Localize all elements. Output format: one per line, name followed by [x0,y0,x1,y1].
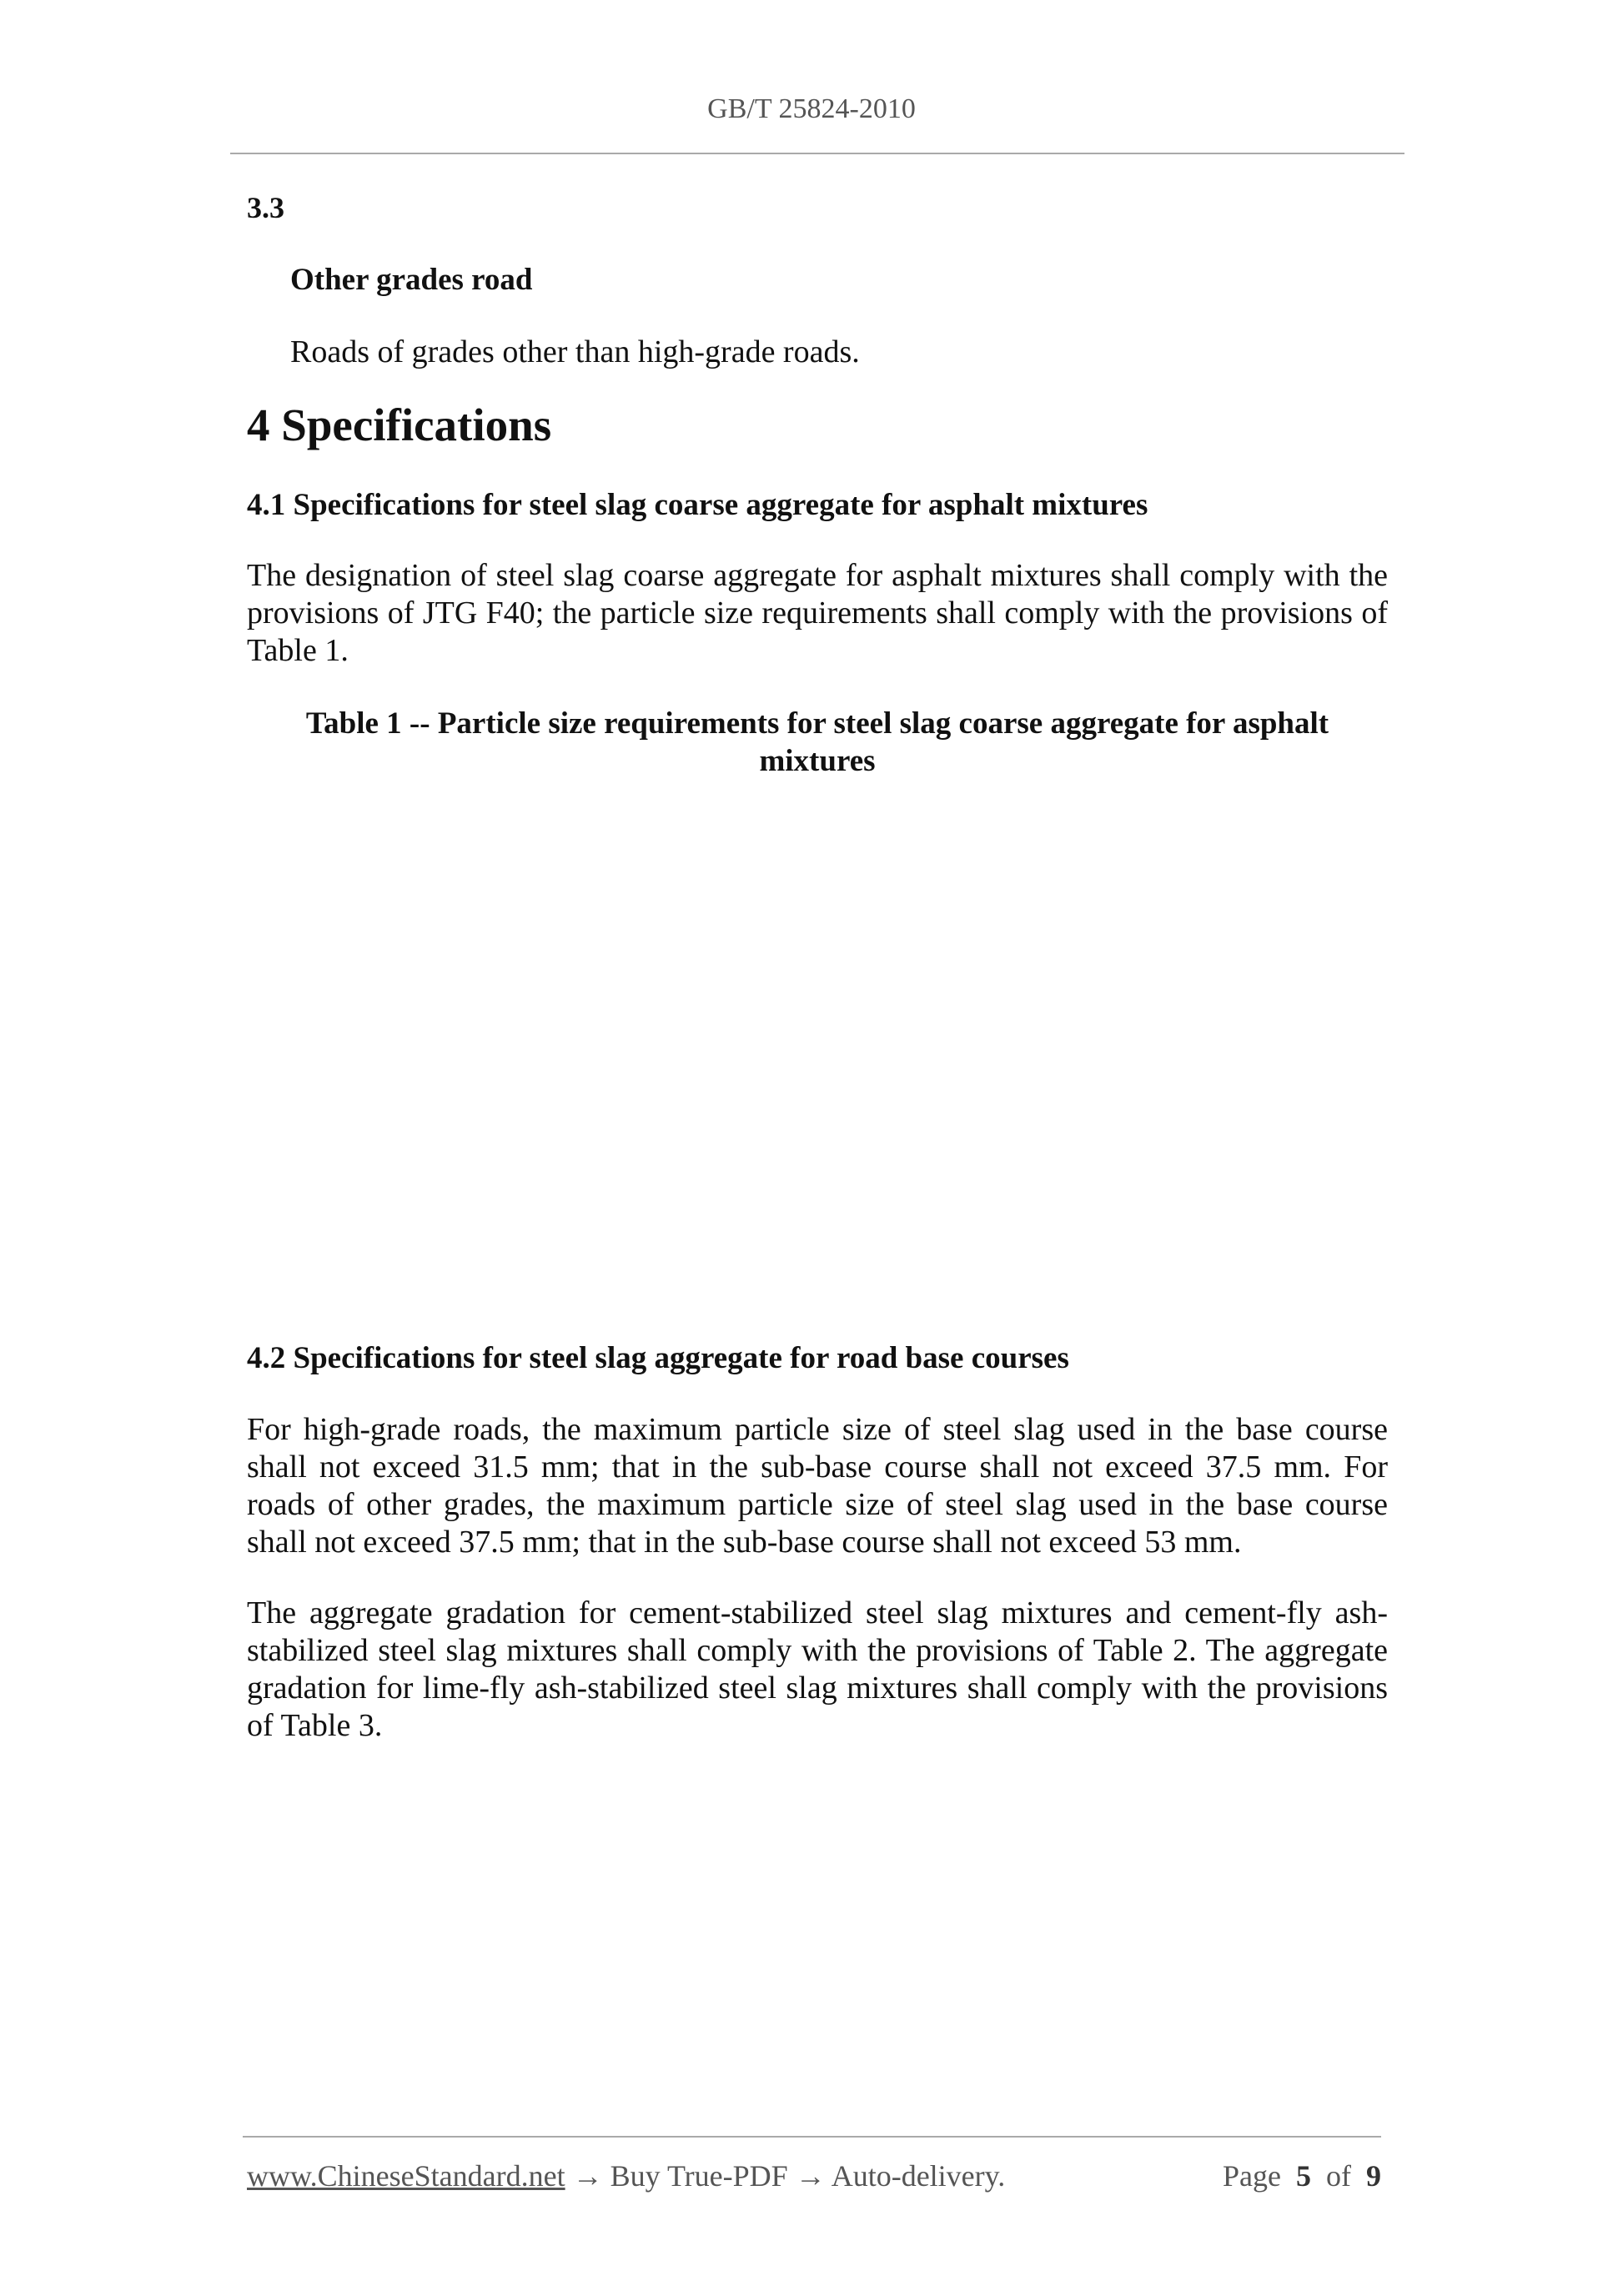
page-indicator [1223,2158,1381,2193]
page-of-label: of [1326,2159,1351,2193]
table-placeholder [247,792,1388,1309]
clause-number: 3.3 [247,191,284,224]
header-divider [230,153,1404,154]
table-caption: Table 1 -- Particle size requirements for steel slag coarse aggregate for asphalt mixtures [305,706,1329,778]
paragraph-4-2-b: The aggregate gradation for cement-stabilized steel slag mixtures and cement-fly ash-stabilized steel slag mixtures shall comply with the provisions of Table 2. The aggregate gradation for lime-fly ash-stabilized steel slag mixtures shall comply with the provisions of Table 3. [247,1595,1388,1743]
arrow-right-icon: → [572,2159,603,2193]
subsection-heading-4-2: 4.2 Specifications for steel slag aggregate for road base courses [247,1341,1069,1375]
term-definition: Roads of grades other than high-grade roads. [290,334,860,369]
buy-true-pdf-text: Buy True-PDF [610,2159,788,2193]
footer-divider [243,2136,1381,2138]
subsection-heading-4-1: 4.1 Specifications for steel slag coarse aggregate for asphalt mixtures [247,488,1148,522]
document-code-header: GB/T 25824-2010 [707,93,916,124]
paragraph-4-2-a: For high-grade roads, the maximum particle size of steel slag used in the base course shall not exceed 31.5 mm; that in the sub-base course shall not exceed 37.5 mm. For roads of other grades, the maximum particle size of steel slag used in the base course shall not exceed 37.5 mm; that in the sub-base course shall not exceed 53 mm. [247,1412,1388,1560]
footer-links [247,2158,1005,2193]
website-link[interactable]: www.ChineseStandard.net [247,2159,565,2193]
term-heading: Other grades road [290,263,533,297]
total-pages-number: 9 [1366,2159,1381,2193]
auto-delivery-text: Auto-delivery. [831,2159,1006,2193]
page-label: Page [1223,2159,1281,2193]
paragraph-4-1: The designation of steel slag coarse aggregate for asphalt mixtures shall comply with the provisions of JTG F40; the particle size requirements shall comply with the provisions of Table 1. [247,558,1388,668]
current-page-number: 5 [1296,2159,1311,2193]
section-heading: 4 Specifications [247,399,552,450]
arrow-right-icon: → [795,2159,826,2193]
